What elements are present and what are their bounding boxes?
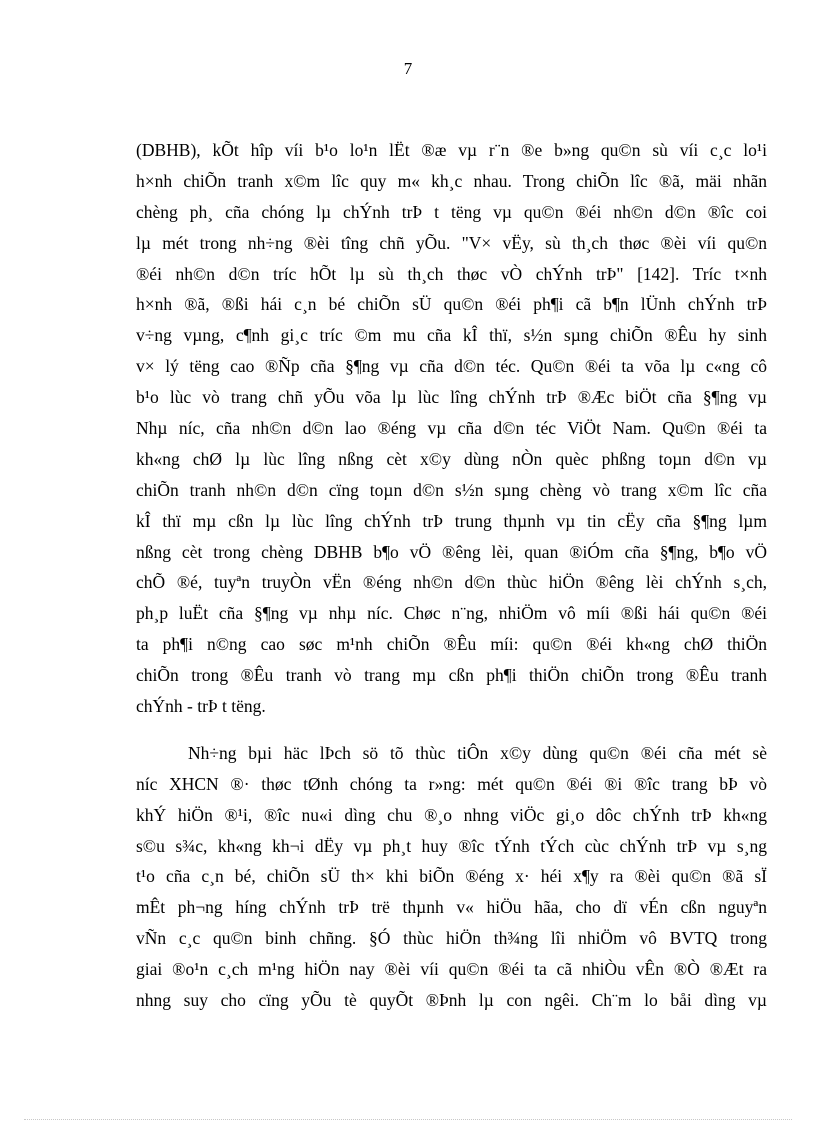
body-text: [136, 135, 767, 1016]
text-line: vÑn c¸c qu©n binh chñng. §Ó thùc hiÖn th¾ng lîi nhiÖm vô BVTQ trong: [136, 928, 767, 949]
text-line: kh«ng chØ lµ lùc lîng nßng cèt x©y dùng nÒn quèc phßng toµn d©n vµ: [136, 448, 767, 469]
text-line: chiÕn tranh nh©n d©n cïng toµn d©n s½n sµng chèng vò trang x©m lîc cña: [136, 479, 767, 500]
text-line: mÊt ph¬ng híng chÝnh trÞ trë thµnh v« hiÖu hãa, cho dï vÉn cßn nguyªn: [136, 897, 767, 918]
text-line: chÝnh - trÞ t tëng.: [136, 696, 266, 717]
text-line: Nh÷ng bµi häc lÞch sö tõ thùc tiÔn x©y dùng qu©n ®éi cña mét sè: [188, 742, 767, 763]
paragraph-2: [136, 738, 767, 1016]
text-line: h×nh ®ã, ®ßi hái c¸n bé chiÕn sÜ qu©n ®éi ph¶i cã b¶n lÜnh chÝnh trÞ: [136, 294, 767, 315]
paragraph-spacer: [136, 722, 767, 738]
paragraph-1: [136, 135, 767, 722]
text-line: v× lý tëng cao ®Ñp cña §¶ng vµ cña d©n téc. Qu©n ®éi ta võa lµ c«ng cô: [136, 356, 767, 377]
text-line: ®éi nh©n d©n tríc hÕt lµ sù th¸ch thøc vÒ chÝnh trÞ" [142]. Tríc t×nh: [136, 263, 767, 284]
text-line: chèng ph¸ cña chóng lµ chÝnh trÞ t tëng vµ qu©n ®éi nh©n d©n ®îc coi: [136, 201, 767, 222]
text-line: níc XHCN ®· thøc tØnh chóng ta r»ng: mét qu©n ®éi ®i ®îc trang bÞ vò: [136, 773, 767, 794]
text-line: ph¸p luËt cña §¶ng vµ nhµ níc. Chøc n¨ng, nhiÖm vô míi ®ßi hái qu©n ®éi: [136, 603, 767, 624]
text-line: (DBHB), kÕt hîp víi b¹o lo¹n lËt ®æ vµ r¨n ®e b»ng qu©n sù víi c¸c lo¹i: [136, 140, 767, 160]
text-line: h×nh chiÕn tranh x©m lîc quy m« kh¸c nhau. Trong chiÕn lîc ®ã, mäi nhãn: [136, 170, 767, 191]
page-bottom-rule: [24, 1119, 792, 1120]
text-line: kÎ thï mµ cßn lµ lùc lîng chÝnh trÞ trung thµnh vµ tin cËy cña §¶ng lµm: [136, 510, 767, 531]
text-line: t¹o cña c¸n bé, chiÕn sÜ th× khi biÕn ®éng x· héi x¶y ra ®èi qu©n ®ã sÏ: [136, 866, 767, 887]
text-line: nhng suy cho cïng yÕu tè quyÕt ®Þnh lµ con ngêi. Ch¨m lo båi dìng vµ: [136, 990, 767, 1011]
text-line: s©u s¾c, kh«ng kh¬i dËy vµ ph¸t huy ®îc tÝnh tÝch cùc chÝnh trÞ vµ s¸ng: [136, 835, 767, 856]
text-line: ta ph¶i n©ng cao søc m¹nh chiÕn ®Êu míi: qu©n ®éi kh«ng chØ thiÖn: [136, 634, 767, 655]
text-line: khÝ hiÖn ®¹i, ®îc nu«i dìng chu ®¸o nhng viÖc gi¸o dôc chÝnh trÞ kh«ng: [136, 804, 767, 825]
text-line: v÷ng vµng, c¶nh gi¸c tríc ©m mu cña kÎ thï, s½n sµng chiÕn ®Êu hy sinh: [136, 325, 767, 346]
text-line: Nhµ níc, cña nh©n d©n lao ®éng vµ cña d©n téc ViÖt Nam. Qu©n ®éi ta: [136, 418, 767, 439]
text-line: b¹o lùc vò trang chñ yÕu võa lµ lùc lîng chÝnh trÞ ®Æc biÖt cña §¶ng vµ: [136, 387, 767, 408]
text-line: nßng cèt trong chèng DBHB b¶o vÖ ®êng lèi, quan ®iÓm cña §¶ng, b¶o vÖ: [136, 541, 767, 562]
text-line: chiÕn trong ®Êu tranh vò trang mµ cßn ph¶i thiÖn chiÕn trong ®Êu tranh: [136, 665, 767, 686]
page-number: 7: [403, 59, 413, 78]
text-line: giai ®o¹n c¸ch m¹ng hiÖn nay ®èi víi qu©n ®éi ta cã nhiÒu vÊn ®Ò ®Æt ra: [136, 959, 767, 980]
text-line: chÕ ®é, tuyªn truyÒn vËn ®éng nh©n d©n thùc hiÖn ®êng lèi chÝnh s¸ch,: [136, 572, 767, 593]
text-line: lµ mét trong nh÷ng ®èi tîng chñ yÕu. "V× vËy, sù th¸ch thøc ®èi víi qu©n: [136, 232, 767, 253]
